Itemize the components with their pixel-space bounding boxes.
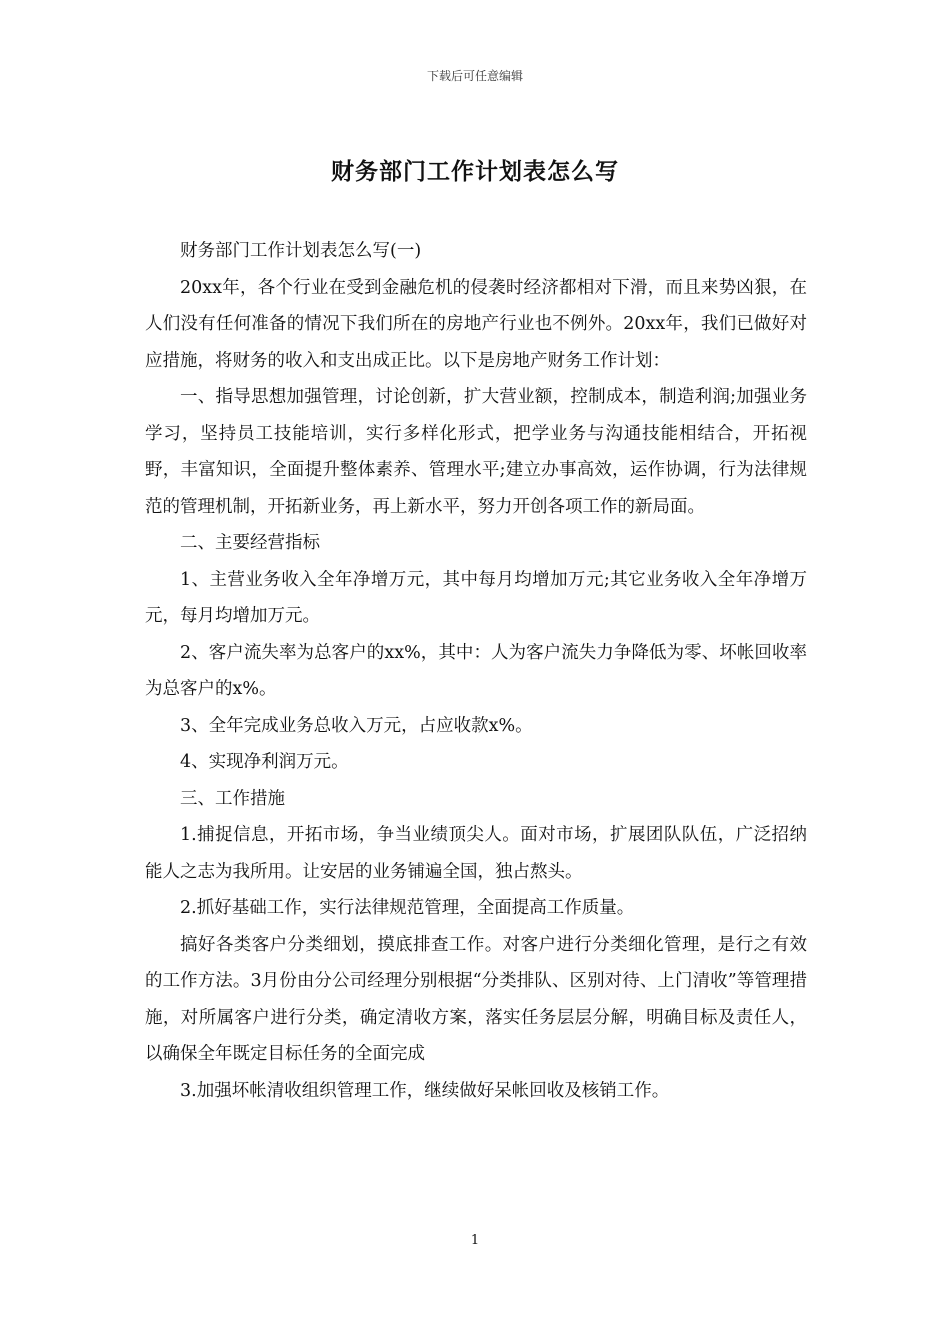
paragraph-subtitle: 财务部门工作计划表怎么写(一) (180, 241, 422, 261)
paragraph-measure-1: 1.捕捉信息，开拓市场，争当业绩顶尖人。面对市场，扩展团队队伍，广泛招纳能人之志为我所用。让安居的业务铺遍全国，独占熬头。 (145, 825, 807, 882)
paragraph-guiding-idea: 一、指导思想加强管理，讨论创新，扩大营业额，控制成本，制造利润;加强业务学习，坚持员工技能培训，实行多样化形式，把学业务与沟通技能相结合，开拓视野，丰富知识，全面提升整体素养、管理水平;建立办事高效，运作协调，行为法律规范的管理机制，开拓新业务，再上新水平，努力开创各项工作的新局面。 (145, 387, 807, 517)
section-heading-indicators: 二、主要经营指标 (180, 533, 320, 553)
paragraph-intro: 20xx年，各个行业在受到金融危机的侵袭时经济都相对下滑，而且来势凶狠，在人们没有任何准备的情况下我们所在的房地产行业也不例外。20xx年，我们已做好对应措施，将财务的收入和支出成正比。以下是房地产财务工作计划： (145, 277, 807, 371)
paragraph-indicator-2: 2、客户流失率为总客户的xx%，其中：人为客户流失力争降低为零、坏帐回收率为总客户的x%。 (145, 642, 807, 699)
paragraph-indicator-4: 4、实现净利润万元。 (180, 752, 349, 772)
header-note: 下载后可任意编辑 (426, 69, 523, 83)
paragraph-measure-3: 3.加强坏帐清收组织管理工作，继续做好呆帐回收及核销工作。 (180, 1080, 670, 1101)
section-heading-measures: 三、工作措施 (180, 788, 285, 809)
page-number: 1 (470, 1233, 480, 1248)
document-body (145, 233, 807, 1109)
paragraph-indicator-1: 1、主营业务收入全年净增万元，其中每月均增加万元;其它业务收入全年净增万元，每月均增加万元。 (145, 569, 807, 626)
document-title: 财务部门工作计划表怎么写 (331, 158, 619, 185)
paragraph-indicator-3: 3、全年完成业务总收入万元，占应收款x%。 (180, 715, 533, 736)
paragraph-measure-2-detail: 搞好各类客户分类细划，摸底排查工作。对客户进行分类细化管理，是行之有效的工作方法。3月份由分公司经理分别根据“分类排队、区别对待、上门清收”等管理措施，对所属客户进行分类，确定清收方案，落实任务层层分解，明确目标及责任人，以确保全年既定目标任务的全面完成 (145, 934, 807, 1064)
paragraph-measure-2: 2.抓好基础工作，实行法律规范管理，全面提高工作质量。 (180, 898, 635, 918)
